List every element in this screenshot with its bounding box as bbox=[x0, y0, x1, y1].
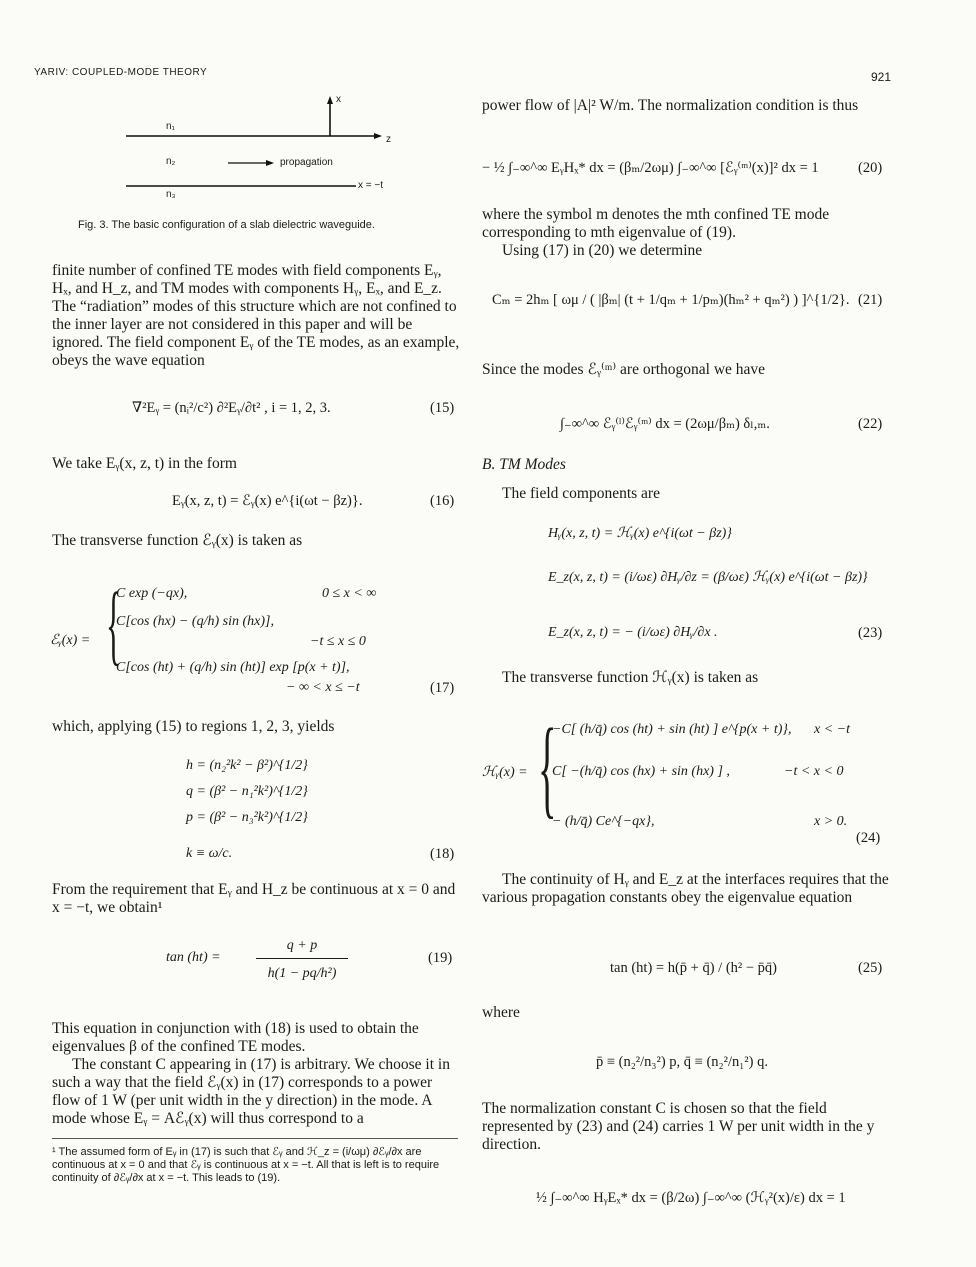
figure-caption: Fig. 3. The basic configuration of a slab dielectric waveguide. bbox=[78, 219, 375, 231]
left-paragraph-1: finite number of confined TE modes with field components Eᵧ, Hₓ, and H_z, and TM modes with components Hᵧ, Eₓ, and E_z. The “radiation” modes of this structure which are not confined to the inner layer are not considered in this paper and will be ignored. The field component Eᵧ of the TE modes, as an example, obeys the wave equation bbox=[52, 262, 460, 369]
left-paragraph-4: which, applying (15) to regions 1, 2, 3, yields bbox=[52, 718, 335, 735]
equation-15-number: (15) bbox=[430, 400, 455, 416]
equation-19 bbox=[166, 938, 466, 1008]
eq17-row-2-cond: −t ≤ x ≤ 0 bbox=[310, 634, 366, 649]
figure-3 bbox=[120, 92, 400, 202]
equation-25: tan (ht) = h(p̄ + q̄) / (h² − p̄q̄) bbox=[610, 960, 777, 976]
n3-label: n₃ bbox=[166, 189, 176, 200]
equation-21: Cₘ = 2hₘ [ ωμ / ( |βₘ| (t + 1/qₘ + 1/pₘ)(hₘ² + qₘ²) ) ]^{1/2}. bbox=[492, 292, 850, 308]
axis-z-label: z bbox=[386, 134, 391, 145]
eq24-row-3-cond: x > 0. bbox=[814, 814, 848, 829]
eq17-row-3: C[cos (ht) + (q/h) sin (ht)] exp [p(x + t)], bbox=[116, 660, 350, 675]
left-paragraph-5: From the requirement that Eᵧ and H_z be continuous at x = 0 and x = −t, we obtain¹ bbox=[52, 881, 456, 916]
equation-20: − ½ ∫₋∞^∞ EᵧHₓ* dx = (βₘ/2ωμ) ∫₋∞^∞ [ℰᵧ⁽ᵐ⁾(x)]² dx = 1 bbox=[482, 160, 819, 176]
equation-19-number: (19) bbox=[428, 950, 453, 966]
eq23-line-3: E_z(x, z, t) = − (i/ωε) ∂Hᵧ/∂x . bbox=[548, 625, 718, 640]
left-paragraph-6: This equation in conjunction with (18) is used to obtain the eigenvalues β of the confined TE modes. bbox=[52, 1020, 419, 1055]
right-paragraph-1: power flow of |A|² W/m. The normalization condition is thus bbox=[482, 97, 859, 114]
eq17-row-1: C exp (−qx), bbox=[116, 586, 188, 601]
equation-21-number: (21) bbox=[858, 292, 883, 308]
n1-label: n₁ bbox=[166, 121, 175, 132]
equation-20-number: (20) bbox=[858, 160, 883, 176]
eq19-fraction-bar bbox=[256, 958, 348, 959]
eq24-brace: { bbox=[538, 706, 557, 828]
propagation-label: propagation bbox=[280, 157, 333, 168]
eq17-row-1-cond: 0 ≤ x < ∞ bbox=[322, 586, 377, 601]
eq19-denominator: h(1 − pq/h²) bbox=[267, 966, 337, 981]
equation-16-number: (16) bbox=[430, 493, 455, 509]
equation-16: Eᵧ(x, z, t) = ℰᵧ(x) e^{i(ωt − βz)}. bbox=[172, 493, 363, 509]
eq24-lhs: ℋᵧ(x) = bbox=[482, 765, 528, 780]
page-number: 921 bbox=[871, 70, 892, 84]
left-paragraph-7: The constant C appearing in (17) is arbitrary. We choose it in such a way that the field ℰᵧ(x) in (17) corresponds to a power flow of 1 W (per unit width in the y direction) in the mode. A mode whose Eᵧ = Aℰᵧ(x) will thus correspond to a bbox=[52, 1056, 450, 1127]
right-paragraph-9: The normalization constant C is chosen so that the field represented by (23) and (24) carries 1 W per unit width in the y direction. bbox=[482, 1100, 875, 1153]
right-paragraph-6: The transverse function ℋᵧ(x) is taken as bbox=[502, 669, 759, 686]
right-paragraph-4: Since the modes ℰᵧ⁽ᵐ⁾ are orthogonal we have bbox=[482, 361, 766, 378]
eq18-line-4: k ≡ ω/c. bbox=[186, 846, 233, 861]
eq18-line-1: h = (n₂²k² − β²)^{1/2} bbox=[186, 758, 308, 773]
eq24-row-2-cond: −t < x < 0 bbox=[784, 764, 844, 779]
eq24-row-2: C[ −(h/q̄) cos (hx) + sin (hx) ] , bbox=[552, 764, 730, 779]
equation-18-number: (18) bbox=[430, 846, 455, 862]
eq18-line-2: q = (β² − n₁²k²)^{1/2} bbox=[186, 784, 308, 799]
eq24-row-3: − (h/q̄) Ce^{−qx}, bbox=[552, 814, 655, 829]
equation-22-number: (22) bbox=[858, 416, 883, 432]
equation-25-number: (25) bbox=[858, 960, 883, 976]
eq17-row-2: C[cos (hx) − (q/h) sin (hx)], bbox=[116, 614, 274, 629]
eq23-line-2: E_z(x, z, t) = (i/ωε) ∂Hᵧ/∂z = (β/ωε) ℋᵧ(x) e^{i(ωt − βz)} bbox=[548, 570, 868, 585]
equation-24-number: (24) bbox=[856, 830, 881, 846]
eq17-lhs: ℰᵧ(x) = bbox=[50, 633, 91, 648]
equation-24 bbox=[482, 702, 902, 852]
right-paragraph-3: Using (17) in (20) we determine bbox=[502, 242, 703, 259]
equation-18 bbox=[186, 758, 466, 868]
eq17-brace: { bbox=[106, 575, 122, 674]
left-paragraph-2: We take Eᵧ(x, z, t) in the form bbox=[52, 455, 237, 472]
eq19-numerator: q + p bbox=[286, 938, 318, 953]
equation-normalization-tm: ½ ∫₋∞^∞ HᵧEₓ* dx = (β/2ω) ∫₋∞^∞ (ℋᵧ²(x)/ε) dx = 1 bbox=[536, 1190, 846, 1206]
equation-17-number: (17) bbox=[430, 680, 455, 696]
left-paragraph-3: The transverse function ℰᵧ(x) is taken as bbox=[52, 532, 303, 549]
n2-label: n₂ bbox=[166, 156, 176, 167]
eq23-line-1: Hᵧ(x, z, t) = ℋᵧ(x) e^{i(ωt − βz)} bbox=[548, 526, 732, 541]
running-head: YARIV: COUPLED-MODE THEORY bbox=[34, 67, 208, 78]
equation-17 bbox=[50, 576, 462, 696]
eq24-row-1: −C[ (h/q̄) cos (ht) + sin (ht) ] e^{p(x + t)}, bbox=[552, 722, 792, 737]
equation-23-number: (23) bbox=[858, 625, 883, 641]
axis-x-label: x bbox=[336, 94, 341, 105]
eq24-row-1-cond: x < −t bbox=[814, 722, 850, 737]
x-minus-t-label: x = −t bbox=[358, 180, 384, 191]
equation-15: ∇²Eᵧ = (nᵢ²/c²) ∂²Eᵧ/∂t² , i = 1, 2, 3. bbox=[132, 400, 331, 416]
equation-23 bbox=[548, 525, 898, 655]
right-paragraph-8: where bbox=[482, 1004, 520, 1021]
equation-22: ∫₋∞^∞ ℰᵧ⁽ˡ⁾ℰᵧ⁽ᵐ⁾ dx = (2ωμ/βₘ) δₗ,ₘ. bbox=[560, 416, 770, 432]
footnote: ¹ The assumed form of Eᵧ in (17) is such that ℰᵧ and ℋ_z = (i/ωμ) ∂ℰᵧ/∂x are continuous at x = 0 and that ℰᵧ is continuous at x = −t. All that is left is to require continuity of ∂ℰᵧ/∂x at x = −t. This leads to (19). bbox=[52, 1146, 440, 1184]
eq19-lhs: tan (ht) = bbox=[166, 950, 221, 965]
eq17-row-3-cond: − ∞ < x ≤ −t bbox=[286, 680, 360, 695]
equation-p-q-bar: p̄ ≡ (n₂²/n₃²) p, q̄ ≡ (n₂²/n₁²) q. bbox=[596, 1054, 768, 1070]
right-paragraph-2: where the symbol m denotes the mth confined TE mode corresponding to mth eigenvalue of (19). bbox=[482, 206, 830, 241]
eq18-line-3: p = (β² − n₃²k²)^{1/2} bbox=[186, 810, 308, 825]
right-paragraph-7: The continuity of Hᵧ and E_z at the interfaces requires that the various propagation constants obey the eigenvalue equation bbox=[482, 871, 889, 906]
footnote-rule bbox=[52, 1138, 458, 1139]
section-heading-tm-modes: B. TM Modes bbox=[482, 456, 566, 473]
right-paragraph-5: The field components are bbox=[502, 485, 660, 502]
